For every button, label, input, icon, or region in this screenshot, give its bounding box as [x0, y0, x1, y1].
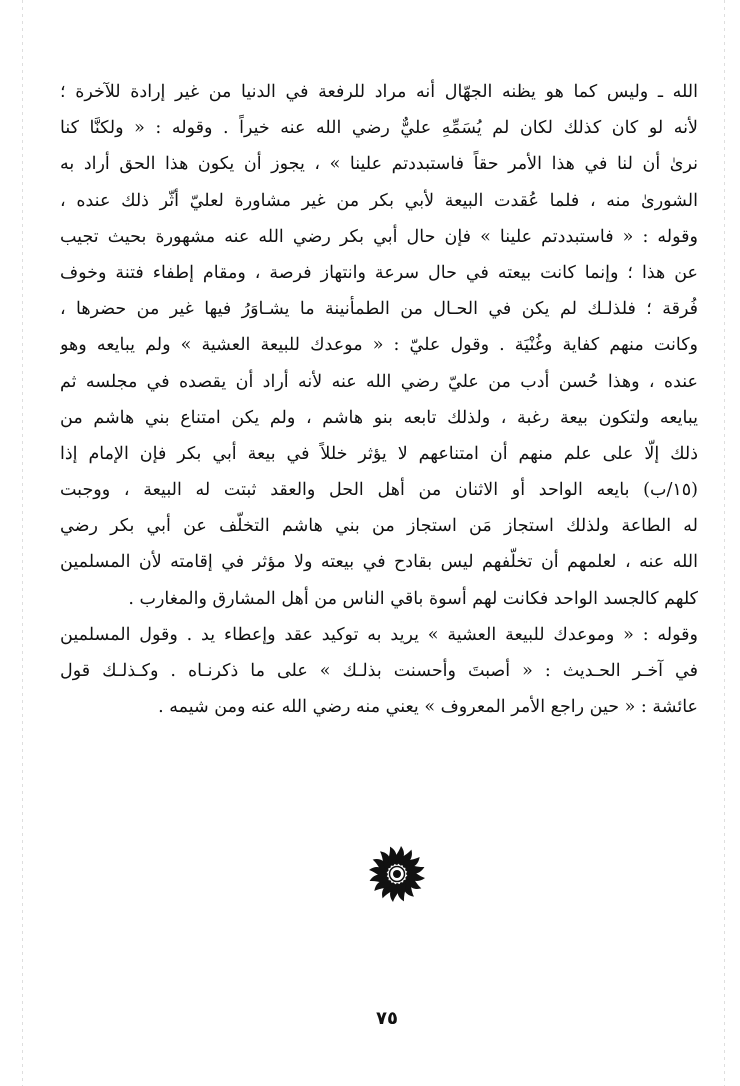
text-line: نرىٰ أن لنا في هذا الأمر حقاً فاستبددتم علينا » ، يجوز أن يكون هذا الحق أراد به: [60, 154, 698, 175]
text-line: يبايعه ولتكون بيعة رغبة ، ولذلك تابعه بنو هاشم ، ولم يكن امتناع بني هاشم من: [60, 407, 698, 428]
text-line: له الطاعة ولذلك استجاز مَن استجاز من بني هاشم التخلّف عن أبي بكر رضي: [60, 516, 698, 537]
text-line-paragraph-end: كلهم كالجسد الواحد فكانت لهم أسوة باقي الناس من أهل المشارق والمغارب .: [128, 588, 698, 609]
text-line-paragraph-end: عائشة : « حين راجع الأمر المعروف » يعني منه رضي الله عنه ومن شيمه .: [158, 697, 698, 718]
text-line: عن هذا ؛ وإنما كانت بيعته في حال سرعة وانتهاز فرصة ، ومقام إطفاء فتنة وخوف: [60, 262, 698, 283]
text-line: الله عنه ، لعلمهم أن تخلّفهم ليس بقادح في بيعته ولا مؤثر في إقامته لأن المسلمين: [60, 552, 698, 573]
text-line: وقوله : « فاستبددتم علينا » فإن حال أبي بكر رضي الله عنه مشهورة بحيث تجيب: [60, 226, 698, 247]
page-number: ٧٥: [376, 1008, 398, 1029]
text-line: ذلك إلّا على علم منهم أن امتناعهم لا يؤثر خللاً في بيعة أبي بكر فإن الإمام إذا: [60, 443, 698, 464]
text-line: وكانت منهم كفاية وغُنْيَة . وقول عليّ : « موعدك للبيعة العشية » ولم يبايعه وهو: [60, 335, 698, 356]
text-line: (١٥/ب) بايعه الواحد أو الاثنان من أهل الحل والعقد ثبتت له البيعة ، ووجبت: [60, 480, 698, 501]
text-line: عنده ، وهذا حُسن أدب من عليّ رضي الله عنه لأنه أراد أن يقصده في مجلسه ثم: [60, 371, 698, 392]
text-line: الله ـ وليس كما هو يظنه الجهّال أنه مراد للرفعة في الدنيا من غير إرادة للآخرة ؛: [60, 82, 698, 102]
text-line: لأنه لو كان كذلك لكان لم يُسَمِّهِ عليٌّ رضي الله عنه خيراً . وقوله : « ولكنَّا كنا: [60, 118, 698, 139]
scan-edge-right: [724, 0, 725, 1086]
text-line: في آخـر الحـديث : « أصبتَ وأحسنت بذلـك » على ما ذكرنـاه . وكـذلـك قول: [60, 661, 698, 681]
text-line: الشورىٰ منه ، فلما عُقدت البيعة لأبي بكر من غير مشاورة لعليّ أثّر ذلك عنده ،: [60, 190, 698, 211]
text-line: وقوله : « وموعدك للبيعة العشية » يريد به توكيد عقد وإعطاء يد . وقول المسلمين: [60, 624, 698, 645]
text-line: فُرقة ؛ فلذلـك لم يكن في الحـال من الطمأنينة ما يشـاوَرُ فيها غير من حضرها ،: [60, 299, 698, 320]
scan-edge-left: [22, 0, 23, 1086]
floral-rosette-icon: [367, 844, 427, 904]
body-text: [60, 74, 698, 725]
